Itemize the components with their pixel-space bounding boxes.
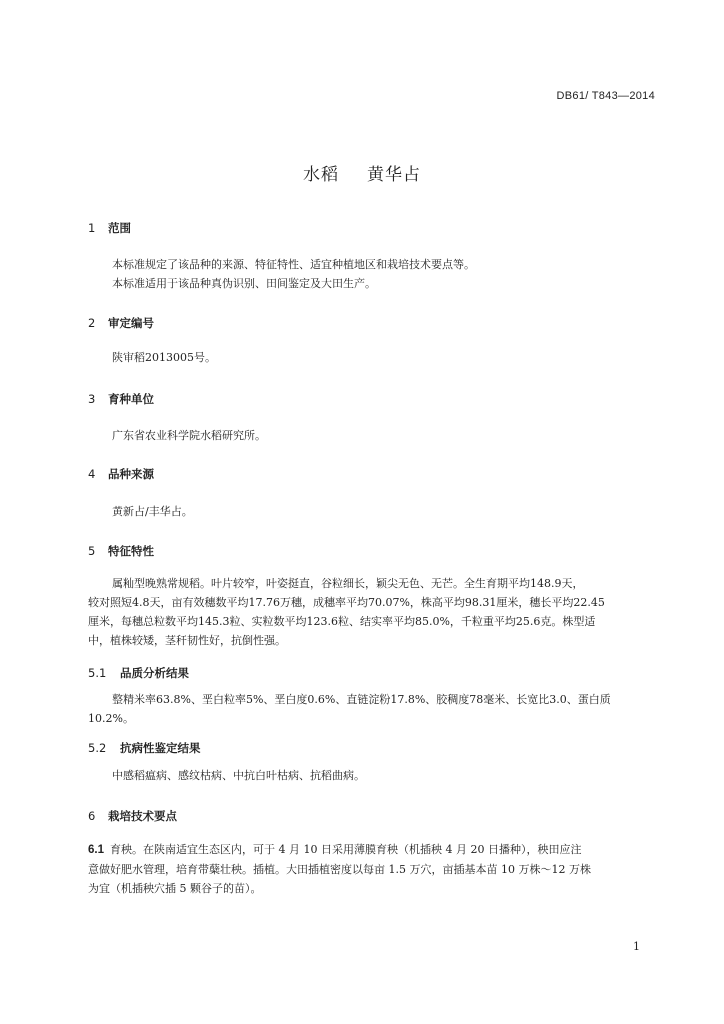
paragraph-line: 为宜（机插秧穴插 5 颗谷子的苗）。 — [88, 882, 262, 895]
paragraph-line: 6.1 育秧。在陕南适宜生态区内，可于 4 月 10 日采用薄膜育秧（机插秧 4 月 20 日播种），秧田应注 — [88, 843, 582, 856]
paragraph-line: 陕审稻2013005号。 — [112, 351, 216, 364]
section-1-heading: 1 范围 — [88, 221, 131, 235]
section-6-heading: 6 栽培技术要点 — [88, 809, 177, 823]
section-5-2-body — [112, 766, 656, 785]
section-5-1-body — [88, 690, 656, 728]
paragraph-line: 本标准规定了该品种的来源、特征特性、适宜种植地区和栽培技术要点等。 — [112, 258, 475, 271]
section-1-body — [112, 255, 656, 293]
paragraph-line: 广东省农业科学院水稻研究所。 — [112, 429, 266, 442]
paragraph-line: 黄新占/丰华占。 — [112, 505, 193, 518]
document-code: DB61/ T843—2014 — [556, 90, 655, 102]
section-5-1-heading: 5.1 品质分析结果 — [88, 666, 189, 680]
section-4-heading: 4 品种来源 — [88, 467, 154, 481]
paragraph-line: 本标准适用于该品种真伪识别、田间鉴定及大田生产。 — [112, 277, 376, 290]
document-title — [0, 160, 724, 185]
paragraph-line: 厘米，每穗总粒数平均145.3粒、实粒数平均123.6粒、结实率平均85.0%，千粒重平均25.6克。株型适 — [88, 615, 596, 628]
paragraph-line: 中，植株较矮，茎秆韧性好，抗倒性强。 — [88, 634, 286, 647]
title-crop: 水稻 — [303, 165, 339, 185]
page-number: 1 — [633, 940, 640, 953]
section-6-1-number: 6.1 — [88, 844, 104, 856]
section-2-heading: 2 审定编号 — [88, 316, 154, 330]
title-variety: 黄华占 — [367, 165, 421, 185]
paragraph-line: 较对照短4.8天，亩有效穗数平均17.76万穗，成穗率平均70.07%，株高平均98.31厘米，穗长平均22.45 — [88, 596, 605, 609]
section-3-body — [112, 426, 656, 445]
paragraph-line: 意做好肥水管理，培育带蘖壮秧。插植。大田插植密度以每亩 1.5 万穴，亩插基本苗 10 万株～12 万株 — [88, 863, 591, 876]
section-3-heading: 3 育种单位 — [88, 392, 154, 406]
paragraph-line: 中感稻瘟病、感纹枯病、中抗白叶枯病、抗稻曲病。 — [112, 769, 365, 782]
section-6-1-body — [88, 840, 656, 898]
paragraph-line: 属籼型晚熟常规稻。叶片较窄，叶姿挺直，谷粒细长，颖尖无色、无芒。全生育期平均148.9天， — [112, 577, 584, 590]
section-5-2-heading: 5.2 抗病性鉴定结果 — [88, 741, 201, 755]
section-5-body — [88, 574, 656, 650]
section-5-heading: 5 特征特性 — [88, 544, 154, 558]
paragraph-line: 10.2%。 — [88, 712, 134, 725]
paragraph-line: 整精米率63.8%、垩白粒率5%、垩白度0.6%、直链淀粉17.8%、胶稠度78毫米、长宽比3.0、蛋白质 — [112, 693, 611, 706]
section-2-body — [112, 348, 656, 367]
section-4-body — [112, 502, 656, 521]
